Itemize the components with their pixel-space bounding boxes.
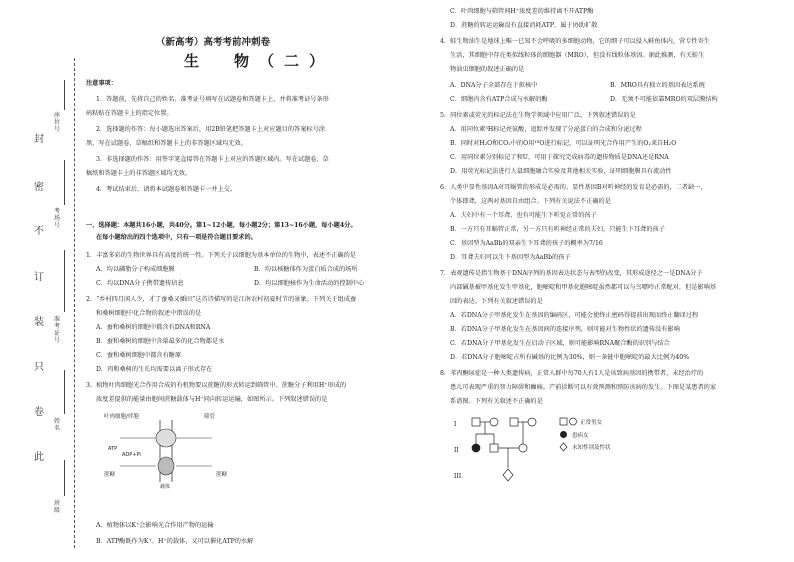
question-5-stem: 5．同位素或荧光的标记法在生物学领域中应用广泛，下列叙述错误的是: [440, 112, 636, 119]
left-column: [86, 0, 420, 562]
option: A．若DNA分子甲基化发生在基因的编码区，可能会使终止密码得提前出现而终止翻译过程: [450, 312, 699, 319]
seal-char: 订: [34, 272, 44, 283]
option: A．植物体以K⁺会影响光合作用产物的运输: [96, 522, 214, 529]
label-sucrose-left: 蔗糖: [104, 472, 116, 478]
question-7-stem: 内部碱基被甲基化发生甲基化，胞嘧啶和甲基化胞嘧啶虽然都可以与鸟嘌呤正常配对，但是影响基: [450, 284, 717, 291]
right-column: [440, 0, 780, 562]
question-4-stem: 4．蛙生物油生是地球上唯一已知不会呼吸的多细胞动物，它的细子可以侵入鲑鱼体内，营专性寄生: [440, 38, 710, 45]
option: D．耳聋夫妇可以生下基因型为AaBb的孩子: [450, 254, 571, 261]
option: D．无须不可能依靠MRO的双层膜结构: [610, 96, 718, 103]
notes-item: 黑，写在试题卷、草稿纸和答题卡上的非答题区域均无效。: [86, 140, 247, 147]
option: B．MRO具有独立的基因表达系统: [610, 82, 705, 89]
field-line: [64, 80, 65, 110]
option: C．若DNA分子甲基化发生在启动子区域，则可能影响RNA聚合酶的识别与结合: [450, 340, 670, 347]
option: C．均以DNA分子携带遗传信息: [96, 280, 184, 287]
question-8-stem: 系谱图。下列有关叙述不正确的是: [450, 398, 543, 405]
carrier-protein: [158, 457, 174, 475]
legend-unknown-label: 未知性别及性状: [572, 445, 611, 451]
generation-label: III: [454, 473, 462, 480]
option: B．蚕和桑树的细胞中含量最多的化合物都是水: [96, 338, 225, 345]
option: D．若DNA分子胞嘧啶占所有碱基的比例为30%，则一条链中胞嘧啶的最大比例为40%: [450, 354, 690, 361]
label-left-cell: 叶肉细胞/伴胞: [104, 414, 139, 420]
pedigree-female-affected: [472, 444, 480, 452]
generation-label: II: [454, 447, 459, 454]
pedigree-male-normal: [490, 444, 498, 452]
option: B．同时对H₂O和CO₂中的O用¹⁸O进行标记，可以证明光合作用产生的O₂来自H₂O: [450, 140, 677, 147]
legend-normal-label: 正常男女: [580, 420, 603, 426]
cut-line: [74, 58, 75, 548]
option: B．一方只有耳蜗管正常，另一方只有听神经正常的夫妇，只能生下耳聋的孩子: [450, 226, 665, 233]
seal-char: 装: [34, 317, 44, 328]
seal-char: 只: [34, 362, 44, 373]
seal-char: 封: [34, 134, 44, 145]
label-sieve-tube: 筛管: [204, 414, 216, 420]
legend-affected-label: 患病女: [572, 433, 589, 439]
binding-strip: [0, 0, 100, 562]
option: A．蚕和桑树的细胞中都含有DNA和RNA: [96, 324, 211, 331]
option: D．蔗糖的转运运输没有直接消耗ATP，属于协助扩散: [450, 22, 598, 29]
pedigree-male-normal: [510, 418, 518, 426]
field-line: [64, 460, 65, 496]
option: A．均以磷脂分子构成细胞膜: [96, 266, 175, 273]
field-line: [64, 160, 65, 205]
option: C．叶肉细胞与筛管间H⁺浓度差的维持离不开ATP酶: [450, 8, 594, 15]
field-exam-room: 考场号: [53, 208, 60, 229]
question-1-stem: 1．丰富多彩的生物世界具有高度的统一性。下列关于以细胞为基本单位的生物中，表述不正确的是: [86, 252, 356, 259]
legend-female-normal: [570, 418, 577, 425]
question-2-stem: 2．“乡村四月闲人少，才了蚕桑又插田”这首诗描写的是江南农村初夏时节的景象。下列关于组成蚕: [86, 296, 357, 303]
notes-item: 3．非选择题的作答：用签字笔直接答在答题卡上对应的答题区域内。写在试题卷、草: [96, 156, 329, 163]
option: A．夫妇中有一个耳聋，也有可能生下听觉正常的孩子: [450, 212, 597, 219]
seal-char: 不: [34, 226, 44, 237]
option: C．细胞内含有ATP合成与水解的酶: [450, 96, 548, 103]
field-class: 班级: [53, 500, 60, 514]
pedigree-female-normal: [519, 444, 527, 452]
pedigree-female-normal: [528, 418, 536, 426]
question-2-stem: 和桑树细胞中化合物的叙述中错误的是: [96, 310, 202, 317]
option: B．均以核糖体作为蛋白质合成的场所: [254, 266, 358, 273]
exam-title: 生 物（二）: [184, 52, 335, 70]
label-sucrose-right: 蔗糖: [216, 472, 228, 478]
label-atp: ATP: [108, 446, 118, 452]
question-6-stem: 6．人类中显性基因A对耳蜗管的形成是必需的，显性基因B对听神经的发育是必需的，二者缺一，: [440, 184, 707, 191]
question-7-stem: 因的表达。下列有关叙述错误的是: [450, 298, 543, 305]
seal-char: 密: [34, 182, 44, 193]
transport-diagram: [100, 410, 240, 490]
legend-male-normal: [560, 418, 567, 425]
notes-item: 稿纸和答题卡上的非答题区域均无效。: [86, 170, 192, 177]
legend-female-affected: [560, 431, 567, 438]
option: C．蚕和桑树细胞中都含有糖原: [96, 352, 182, 359]
question-3-stem: 3．植物叶肉细胞光合作用合成的有机物要以蔗糖的形式转运到筛管中。蔗糖分子利用H⁺形成的: [86, 382, 347, 389]
field-seat-number: 座位号: [53, 112, 60, 133]
pedigree-chart: [452, 412, 652, 492]
label-adp: ADP+Pi: [122, 452, 141, 458]
option: A．用同位素³H标记亮氨酸，追踪并发现了分泌蛋白的合成和分泌过程: [450, 126, 642, 133]
option: B．ATP酶既作为K⁺、H⁺的载体，又可以催化ATP的水解: [96, 538, 254, 545]
option: D．用荧光标记法进行人鼠细胞融合实验及其他相关实验，证明细胞膜具有流动性: [450, 168, 672, 175]
question-3-stem: 浓度差提供的能量由胞间蔗糖载体与H⁺同向转运运输，如图所示。下列叙述错误的是: [96, 396, 328, 403]
pedigree-unknown: [503, 469, 513, 481]
notes-title: 注意事项：: [86, 80, 117, 87]
diagram-bg: [100, 410, 240, 490]
notes-item: 码粘贴在答题卡上的指定位置。: [86, 110, 173, 117]
question-4-stem: 生活，其细胞中存在类似线粒体的细胞器（MRO），但没有线粒体基因。据此推测，有关蛙生: [450, 52, 705, 59]
field-line: [64, 250, 65, 312]
question-6-stem: 个体即聋，这两对基因自由组合。下列有关说法不正确的是: [450, 198, 611, 205]
question-7-stem: 7．表观遗传是指生物基于DNA序列的基因表达状态与表型的改变，其形成途径之一是DNA分子: [440, 270, 703, 277]
notes-item: 2．选择题的作答：每小题选出答案后，用2B铅笔把答题卡上对应题目的答案标号涂: [96, 126, 325, 133]
section-heading: 在每小题给出的四个选项中，只有一项是符合题目要求的。: [96, 234, 257, 241]
section-heading: 一、选择题：本题共16小题，共40分。第1~12小题，每小题2分；第13~16小题，每小题4分。: [86, 222, 357, 229]
option: C．基因型为AaBb的双亲生下耳聋的孩子的概率为7/16: [450, 240, 603, 247]
seal-char: 此: [34, 452, 44, 463]
question-4-stem: 物油虫细胞的叙述正确的是: [450, 66, 525, 73]
field-ticket-number: 准考证号: [53, 316, 60, 344]
question-8-stem: 8．苯丙酮尿症是一种人类遗传病，正常人群中每70人有1人是该致病基因的携带者，未经治疗的: [440, 370, 704, 377]
option: C．用同位素分别标记了和U，可用于探究完成病毒的遗传物质是DNA还是RNA: [450, 154, 669, 161]
option: B．若DNA分子甲基化发生在基因间的连接序列，则可能对生物性状的遗传没有影响: [450, 326, 680, 333]
notes-item: 4．考试结束后，请将本试题卷和答题卡一并上交。: [96, 186, 237, 193]
generation-label: I: [454, 421, 457, 428]
legend-unknown: [560, 443, 567, 451]
option: D．丙和桑树的生长均需要以离子形式存在: [96, 366, 213, 373]
pedigree-male-normal: [472, 418, 480, 426]
option: D．均以细胞核作为生命活动的控制中心: [254, 280, 365, 287]
notes-item: 1．答题前，先将自己的姓名、准考证号填写在试题卷和答题卡上，并将准考证号条形: [96, 96, 329, 103]
exam-series: （新高考）高考考前冲刺卷: [156, 37, 271, 48]
option: A．DNA分子全部存在于拟核中: [450, 82, 538, 89]
field-name: 姓名: [53, 418, 60, 432]
pedigree-female-normal: [490, 418, 498, 426]
question-8-stem: 患儿可表现严重的智力障碍和癫痫。产前诊断可以有效预测和预防该病的发生。下图是某患者的家: [450, 384, 717, 391]
atpase-protein: [156, 429, 176, 447]
seal-char: 卷: [34, 407, 44, 418]
field-line: [64, 370, 65, 414]
label-carrier: 载体: [160, 484, 171, 490]
